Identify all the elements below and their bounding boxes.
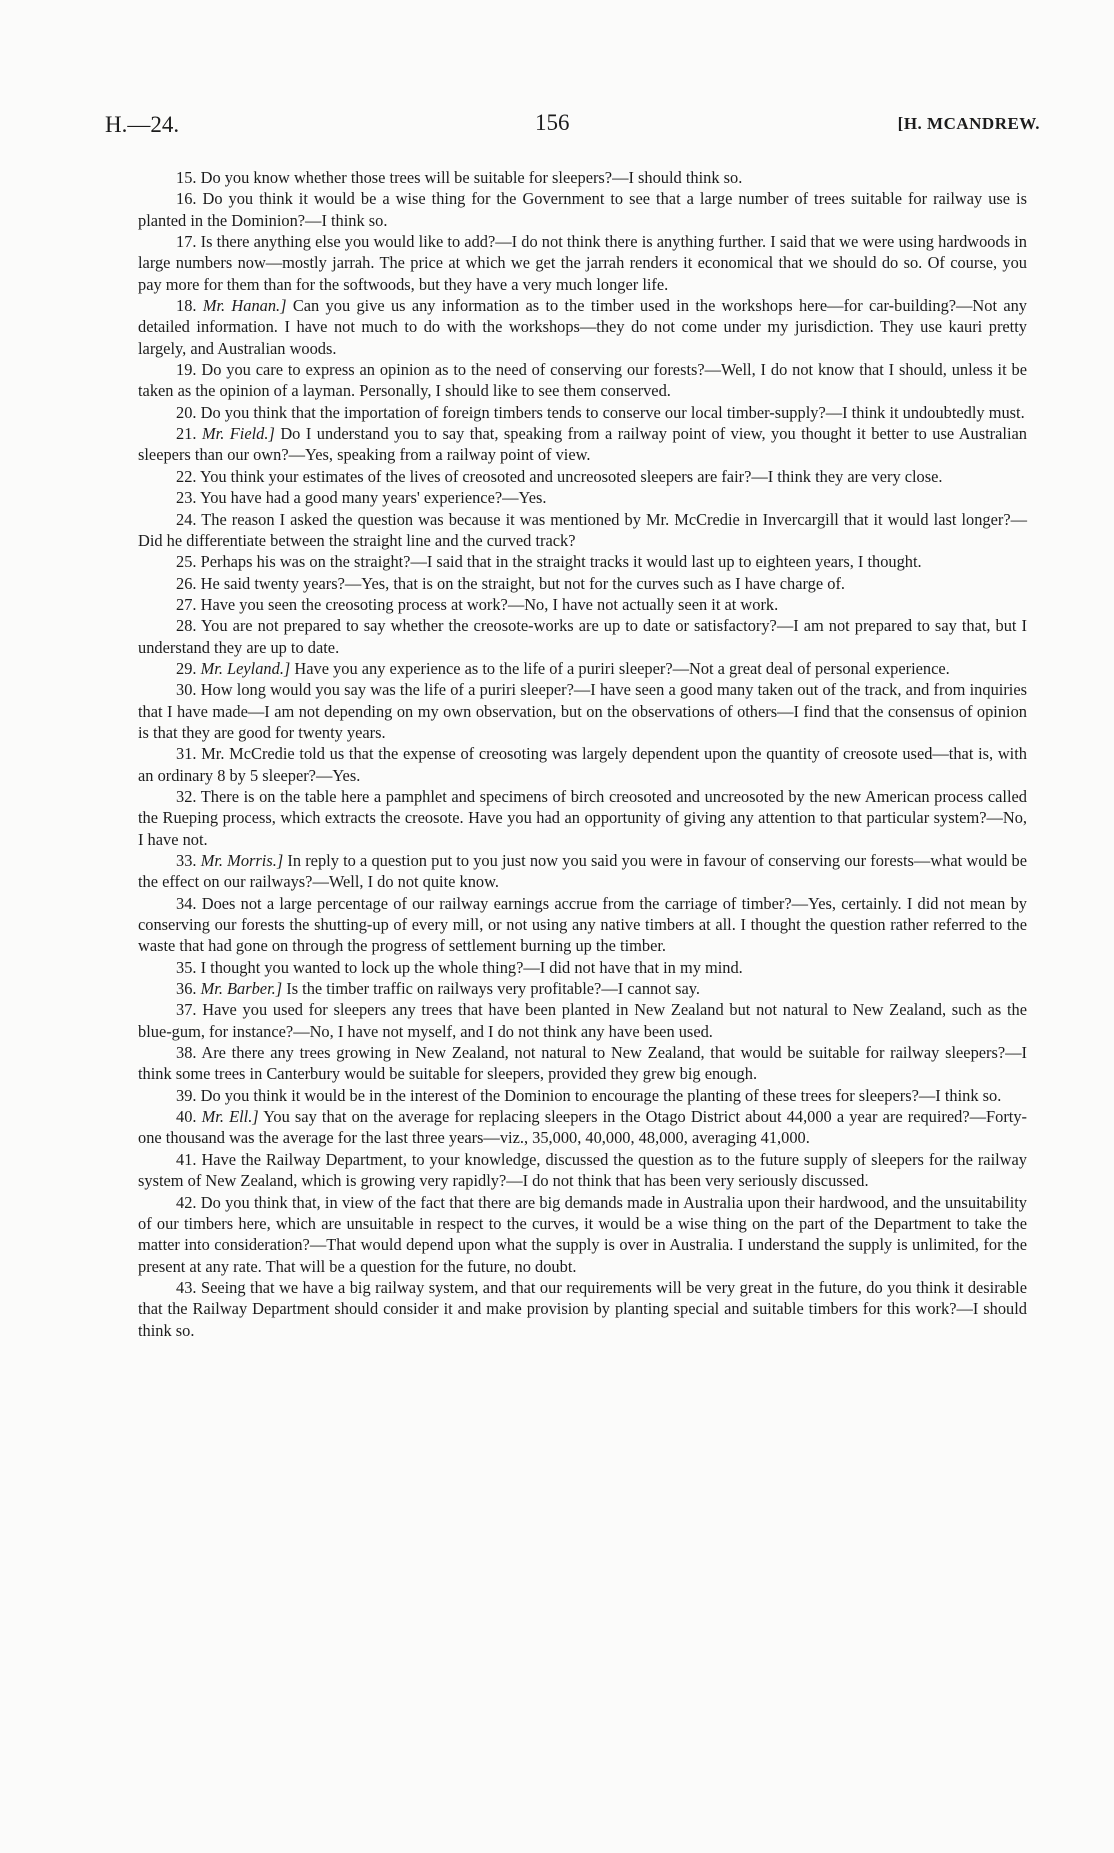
question-text: In reply to a question put to you just now you said you were in favour of conserving our forests—what would be the effect on our railways?—Well, I do not quite know. — [138, 851, 1027, 892]
question-paragraph — [138, 658, 1027, 679]
witness-name: [H. MCANDREW. — [897, 114, 1040, 133]
speaker-name: Mr. Barber.] — [200, 979, 283, 999]
question-paragraph — [138, 295, 1027, 359]
question-paragraph — [138, 509, 1027, 552]
question-text: Can you give us any information as to the timber used in the workshops here—for car-building?—Not any detailed information. I have not much to do with the workshops—they do not come under my jurisdiction. They use kauri pretty largely, and Australian woods. — [138, 296, 1027, 358]
speaker-name: Mr. Hanan.] — [202, 296, 287, 316]
question-paragraph — [138, 615, 1027, 658]
question-number: 33. — [176, 851, 197, 870]
question-text: Have you seen the creosoting process at work?—No, I have not actually seen it at work. — [200, 594, 779, 614]
question-number: 24. — [176, 509, 197, 529]
question-number: 36. — [176, 979, 197, 999]
question-paragraph — [138, 1277, 1027, 1341]
question-text: You have had a good many years' experience?—Yes. — [200, 488, 547, 508]
question-text: Have you used for sleepers any trees that have been planted in New Zealand but not natural to New Zealand, such as the blue-gum, for instance?—No, I have not myself, and I do not think any have been used. — [138, 1000, 1027, 1041]
question-number: 43. — [176, 1277, 197, 1297]
question-paragraph — [138, 359, 1027, 402]
question-text: How long would you say was the life of a puriri sleeper?—I have seen a good many taken out of the track, and from inquiries that I have made—I am not depending on my own observation, but on the observations of others—I find that the consensus of opinion is that they are good for twenty years. — [138, 680, 1027, 742]
question-text: Perhaps his was on the straight?—I said that in the straight tracks it would last up to eighteen years, I thought. — [200, 552, 922, 572]
question-text: Are there any trees growing in New Zealand, not natural to New Zealand, that would be suitable for railway sleepers?—I think some trees in Canterbury would be suitable for sleepers, provided they grew big enough. — [138, 1043, 1027, 1084]
question-text: There is on the table here a pamphlet and specimens of birch creosoted and uncreosoted by the new American process called the Rueping process, which extracts the creosote. Have you had an opportunity of giving any attention to that particular system?—No, I have not. — [138, 786, 1027, 849]
question-paragraph — [138, 551, 1027, 572]
question-paragraph — [138, 573, 1027, 594]
question-number: 38. — [176, 1043, 197, 1063]
question-text: Is there anything else you would like to add?—I do not think there is anything further. I said that we were using hardwoods in large numbers now—mostly jarrah. The price at which we get the jarrah renders it economical that we should do so. Of course, you pay more for them than for the softwoods, but they have a very much longer life. — [138, 232, 1027, 294]
question-paragraph — [138, 743, 1027, 786]
question-paragraph — [138, 594, 1027, 615]
speaker-name: Mr. Leyland.] — [200, 658, 291, 678]
question-paragraph — [138, 1192, 1027, 1277]
speaker-name: Mr. Ell.] — [201, 1107, 259, 1127]
question-number: 27. — [176, 594, 197, 614]
question-text: Do you think that the importation of foreign timbers tends to conserve our local timber-supply?—I think it undoubtedly must. — [200, 402, 1025, 422]
speaker-name: Mr. Morris.] — [200, 851, 284, 870]
question-paragraph — [138, 466, 1027, 487]
question-text: He said twenty years?—Yes, that is on the straight, but not for the curves such as I have charge of. — [200, 573, 845, 593]
question-number: 17. — [176, 232, 197, 252]
question-number: 25. — [176, 552, 197, 572]
question-text: Do you know whether those trees will be suitable for sleepers?—I should think so. — [200, 168, 743, 187]
question-text: Have the Railway Department, to your knowledge, discussed the question as to the future supply of sleepers for the railway system of New Zealand, which is growing very rapidly?—I do not think that has been very seriously discussed. — [138, 1149, 1027, 1191]
question-text: You think your estimates of the lives of creosoted and uncreosoted sleepers are fair?—I think they are very close. — [200, 466, 943, 486]
speaker-name: Mr. Field.] — [201, 424, 275, 444]
question-text: Is the timber traffic on railways very profitable?—I cannot say. — [286, 979, 700, 999]
question-paragraph — [138, 487, 1027, 508]
question-number: 18. — [176, 296, 197, 316]
question-number: 19. — [176, 360, 197, 380]
question-number: 16. — [176, 189, 197, 209]
question-paragraph — [138, 188, 1027, 231]
question-paragraph — [138, 231, 1027, 295]
testimony-body — [138, 167, 1027, 1341]
question-number: 26. — [176, 573, 197, 593]
question-text: Seeing that we have a big railway system, and that our requirements will be very great in the future, do you think it desirable that the Railway Department should consider it and make provision by planting special and suitable timbers for this work?—I should think so. — [138, 1277, 1027, 1340]
question-text: Does not a large percentage of our railway earnings accrue from the carriage of timber?—Yes, certainly. I did not mean by conserving our forests the shutting-up of every mill, or not using any native timbers at all. I thought the question rather referred to the waste that had gone on through the progress of settlement burning up the timber. — [138, 893, 1027, 956]
question-number: 22. — [176, 466, 197, 486]
question-paragraph — [138, 999, 1027, 1042]
question-number: 34. — [176, 893, 197, 913]
question-paragraph — [138, 423, 1027, 466]
question-paragraph — [138, 1106, 1027, 1149]
question-number: 32. — [176, 786, 197, 806]
page-number: 156 — [535, 110, 570, 135]
question-text: I thought you wanted to lock up the whole thing?—I did not have that in my mind. — [200, 957, 743, 977]
question-number: 29. — [176, 658, 197, 678]
question-paragraph — [138, 957, 1027, 978]
question-paragraph — [138, 850, 1027, 893]
question-paragraph — [138, 167, 1027, 188]
question-text: Do you think it would be in the interest of the Dominion to encourage the planting of these trees for sleepers?—I think so. — [200, 1085, 1002, 1105]
question-text: Have you any experience as to the life of a puriri sleeper?—Not a great deal of personal experience. — [294, 658, 950, 678]
question-number: 37. — [176, 1000, 197, 1020]
question-number: 40. — [176, 1107, 197, 1127]
question-text: Mr. McCredie told us that the expense of creosoting was largely dependent upon the quantity of creosote used—that is, with an ordinary 8 by 5 sleeper?—Yes. — [138, 744, 1027, 785]
question-number: 15. — [176, 168, 197, 187]
document-reference: H.—24. — [105, 112, 180, 137]
question-number: 20. — [176, 402, 197, 422]
question-number: 42. — [176, 1192, 197, 1212]
question-number: 30. — [176, 680, 197, 700]
question-text: Do you care to express an opinion as to the need of conserving our forests?—Well, I do not know that I should, unless it be taken as the opinion of a layman. Personally, I should like to see them conserved. — [138, 360, 1027, 401]
question-number: 21. — [176, 424, 197, 444]
question-text: You say that on the average for replacing sleepers in the Otago District about 44,000 a year are required?—Forty-one thousand was the average for the last three years—viz., 35,000, 40,000, 48,000, averaging 41,000. — [138, 1107, 1027, 1148]
page-header — [105, 112, 1040, 142]
question-text: Do you think that, in view of the fact that there are big demands made in Australia upon their hardwood, and the unsuitability of our timbers here, which are unsuitable in respect to the curves, it would be a wise thing on the part of the Department to take the matter into consideration?—That would depend upon what the supply is over in Australia. I understand the supply is unlimited, for the present at any rate. That will be a question for the future, no doubt. — [138, 1192, 1027, 1276]
question-number: 41. — [176, 1149, 197, 1169]
question-text: Do you think it would be a wise thing for the Government to see that a large number of trees suitable for railway use is planted in the Dominion?—I think so. — [138, 189, 1027, 230]
question-number: 23. — [176, 488, 197, 508]
question-number: 31. — [176, 744, 197, 764]
question-paragraph — [138, 1085, 1027, 1106]
question-paragraph — [138, 893, 1027, 957]
question-text: Do I understand you to say that, speaking from a railway point of view, you thought it better to use Australian sleepers than our own?—Yes, speaking from a railway point of view. — [138, 424, 1027, 465]
question-number: 28. — [176, 616, 197, 636]
question-number: 35. — [176, 957, 197, 977]
question-paragraph — [138, 679, 1027, 743]
question-paragraph — [138, 1149, 1027, 1192]
question-number: 39. — [176, 1085, 197, 1105]
question-text: You are not prepared to say whether the creosote-works are up to date or satisfactory?—I am not prepared to say that, but I understand they are up to date. — [138, 616, 1027, 657]
question-paragraph — [138, 786, 1027, 850]
question-text: The reason I asked the question was because it was mentioned by Mr. McCredie in Invercargill that it would last longer?—Did he differentiate between the straight line and the curved track? — [138, 509, 1028, 550]
question-paragraph — [138, 1042, 1027, 1085]
question-paragraph — [138, 978, 1027, 999]
question-paragraph — [138, 402, 1027, 423]
